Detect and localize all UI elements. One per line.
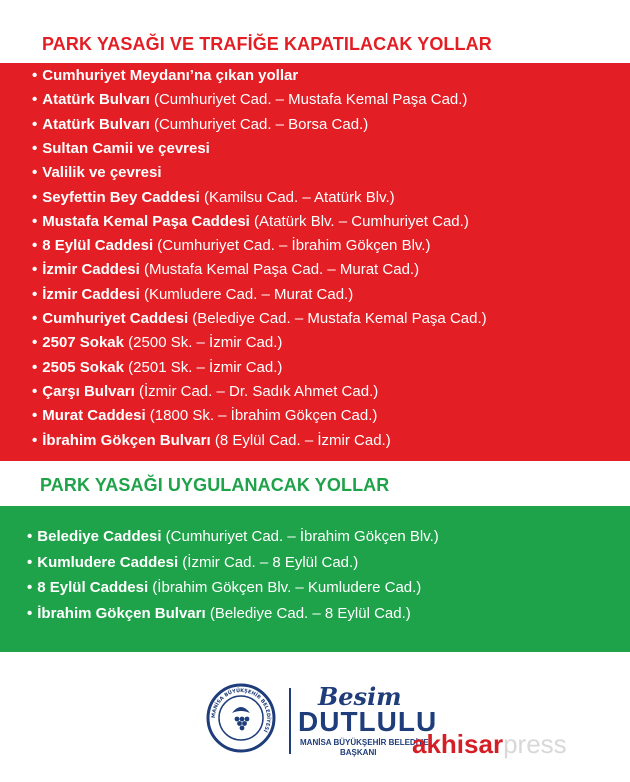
- bullet-icon: •: [32, 164, 38, 182]
- bullet-icon: •: [32, 91, 38, 109]
- bullet-icon: •: [32, 285, 38, 303]
- bullet-icon: •: [32, 382, 38, 400]
- road-item: [32, 407, 377, 425]
- bullet-icon: •: [32, 261, 38, 279]
- closure-panel: [0, 63, 630, 461]
- bullet-icon: •: [27, 528, 33, 545]
- footer-divider: [289, 688, 291, 754]
- bullet-icon: •: [32, 407, 38, 425]
- road-name: 8 Eylül Caddesi: [37, 579, 149, 596]
- road-name: İzmir Caddesi: [42, 285, 140, 303]
- road-name: Atatürk Bulvarı: [42, 91, 150, 109]
- road-name: 2505 Sokak: [42, 358, 124, 376]
- bullet-icon: •: [32, 139, 38, 157]
- road-name: Seyfettin Bey Caddesi: [42, 188, 200, 206]
- bullet-icon: •: [32, 188, 38, 206]
- road-name: Cumhuriyet Caddesi: [42, 310, 189, 327]
- road-segment: (1800 Sk. – İbrahim Gökçen Cad.): [145, 407, 378, 425]
- road-segment: (Kamilsu Cad. – Atatürk Blv.): [199, 188, 395, 206]
- road-name: 8 Eylül Caddesi: [42, 237, 154, 255]
- bullet-icon: •: [32, 115, 38, 133]
- bullet-icon: •: [32, 212, 38, 230]
- mayor-title-line2: BAŞKANI: [340, 748, 377, 757]
- road-name: Kumludere Caddesi: [37, 553, 179, 571]
- road-item: [27, 528, 439, 546]
- bullet-icon: •: [32, 431, 38, 449]
- watermark: [412, 729, 567, 760]
- road-item: [32, 91, 467, 109]
- bullet-icon: •: [27, 553, 33, 571]
- road-segment: (2500 Sk. – İzmir Cad.): [124, 334, 283, 352]
- road-item: [27, 554, 358, 572]
- road-segment: (Cumhuriyet Cad. – İbrahim Gökçen Blv.): [161, 528, 439, 545]
- road-item: [32, 189, 395, 207]
- bullet-icon: •: [32, 310, 38, 327]
- road-item: [32, 67, 298, 85]
- parking-heading: PARK YASAĞI UYGULANACAK YOLLAR: [40, 475, 390, 495]
- road-name: Atatürk Bulvarı: [42, 115, 150, 133]
- bullet-icon: •: [32, 358, 38, 376]
- road-item: [32, 116, 368, 134]
- road-name: İzmir Caddesi: [42, 261, 140, 279]
- emblem-text: MANİSA BÜYÜKŞEHİR BELEDİYESİ: [210, 687, 272, 733]
- road-name: 2507 Sokak: [42, 334, 124, 352]
- road-item: [32, 432, 391, 450]
- road-segment: (Belediye Cad. – 8 Eylül Cad.): [205, 604, 411, 622]
- road-segment: (Cumhuriyet Cad. – İbrahim Gökçen Blv.): [153, 237, 431, 255]
- road-item: [32, 286, 353, 304]
- road-name: Çarşı Bulvarı: [42, 382, 135, 400]
- road-segment: (8 Eylül Cad. – İzmir Cad.): [210, 431, 391, 449]
- road-item: [32, 383, 378, 401]
- municipality-emblem: [206, 683, 276, 753]
- bullet-icon: •: [32, 237, 38, 255]
- road-item: [32, 140, 210, 158]
- road-item: [27, 605, 411, 623]
- road-item: [32, 310, 487, 328]
- watermark-brand: akhisar: [412, 729, 504, 759]
- mayor-title-line1: MANİSA BÜYÜKŞEHİR BELEDİYE: [300, 738, 429, 747]
- road-segment: (İbrahim Gökçen Blv. – Kumludere Cad.): [148, 579, 422, 596]
- watermark-suffix: press: [503, 729, 567, 759]
- road-name: Mustafa Kemal Paşa Caddesi: [42, 212, 250, 230]
- mayor-surname: DUTLULU: [298, 706, 438, 737]
- road-segment: (Cumhuriyet Cad. – Borsa Cad.): [149, 115, 369, 133]
- road-segment: (Atatürk Blv. – Cumhuriyet Cad.): [249, 212, 469, 230]
- road-item: [32, 164, 162, 182]
- road-segment: (Belediye Cad. – Mustafa Kemal Paşa Cad.): [188, 310, 487, 327]
- road-item: [32, 237, 430, 255]
- road-item: [27, 579, 421, 597]
- road-name: Valilik ve çevresi: [42, 164, 162, 182]
- road-item: [32, 334, 282, 352]
- road-name: İbrahim Gökçen Bulvarı: [42, 431, 211, 449]
- road-item: [32, 213, 469, 231]
- bullet-icon: •: [27, 604, 33, 622]
- signature-first-name: Besim: [318, 682, 402, 711]
- closure-heading: PARK YASAĞI VE TRAFİĞE KAPATILACAK YOLLAR: [42, 34, 492, 54]
- road-item: [32, 359, 282, 377]
- road-name: Belediye Caddesi: [37, 528, 162, 545]
- road-segment: (İzmir Cad. – Dr. Sadık Ahmet Cad.): [134, 382, 379, 400]
- road-segment: (Cumhuriyet Cad. – Mustafa Kemal Paşa Cad.): [149, 91, 468, 109]
- road-segment: (2501 Sk. – İzmir Cad.): [124, 358, 283, 376]
- road-item: [32, 261, 419, 279]
- bullet-icon: •: [27, 579, 33, 596]
- road-name: Murat Caddesi: [42, 407, 146, 425]
- bullet-icon: •: [32, 67, 38, 84]
- road-segment: (Kumludere Cad. – Murat Cad.): [139, 285, 354, 303]
- bullet-icon: •: [32, 334, 38, 352]
- parking-panel: [0, 506, 630, 652]
- road-name: İbrahim Gökçen Bulvarı: [37, 604, 206, 622]
- road-segment: (Mustafa Kemal Paşa Cad. – Murat Cad.): [139, 261, 420, 279]
- road-name: Cumhuriyet Meydanı’na çıkan yollar: [42, 67, 299, 84]
- road-name: Sultan Camii ve çevresi: [42, 139, 210, 157]
- road-segment: (İzmir Cad. – 8 Eylül Cad.): [178, 553, 359, 571]
